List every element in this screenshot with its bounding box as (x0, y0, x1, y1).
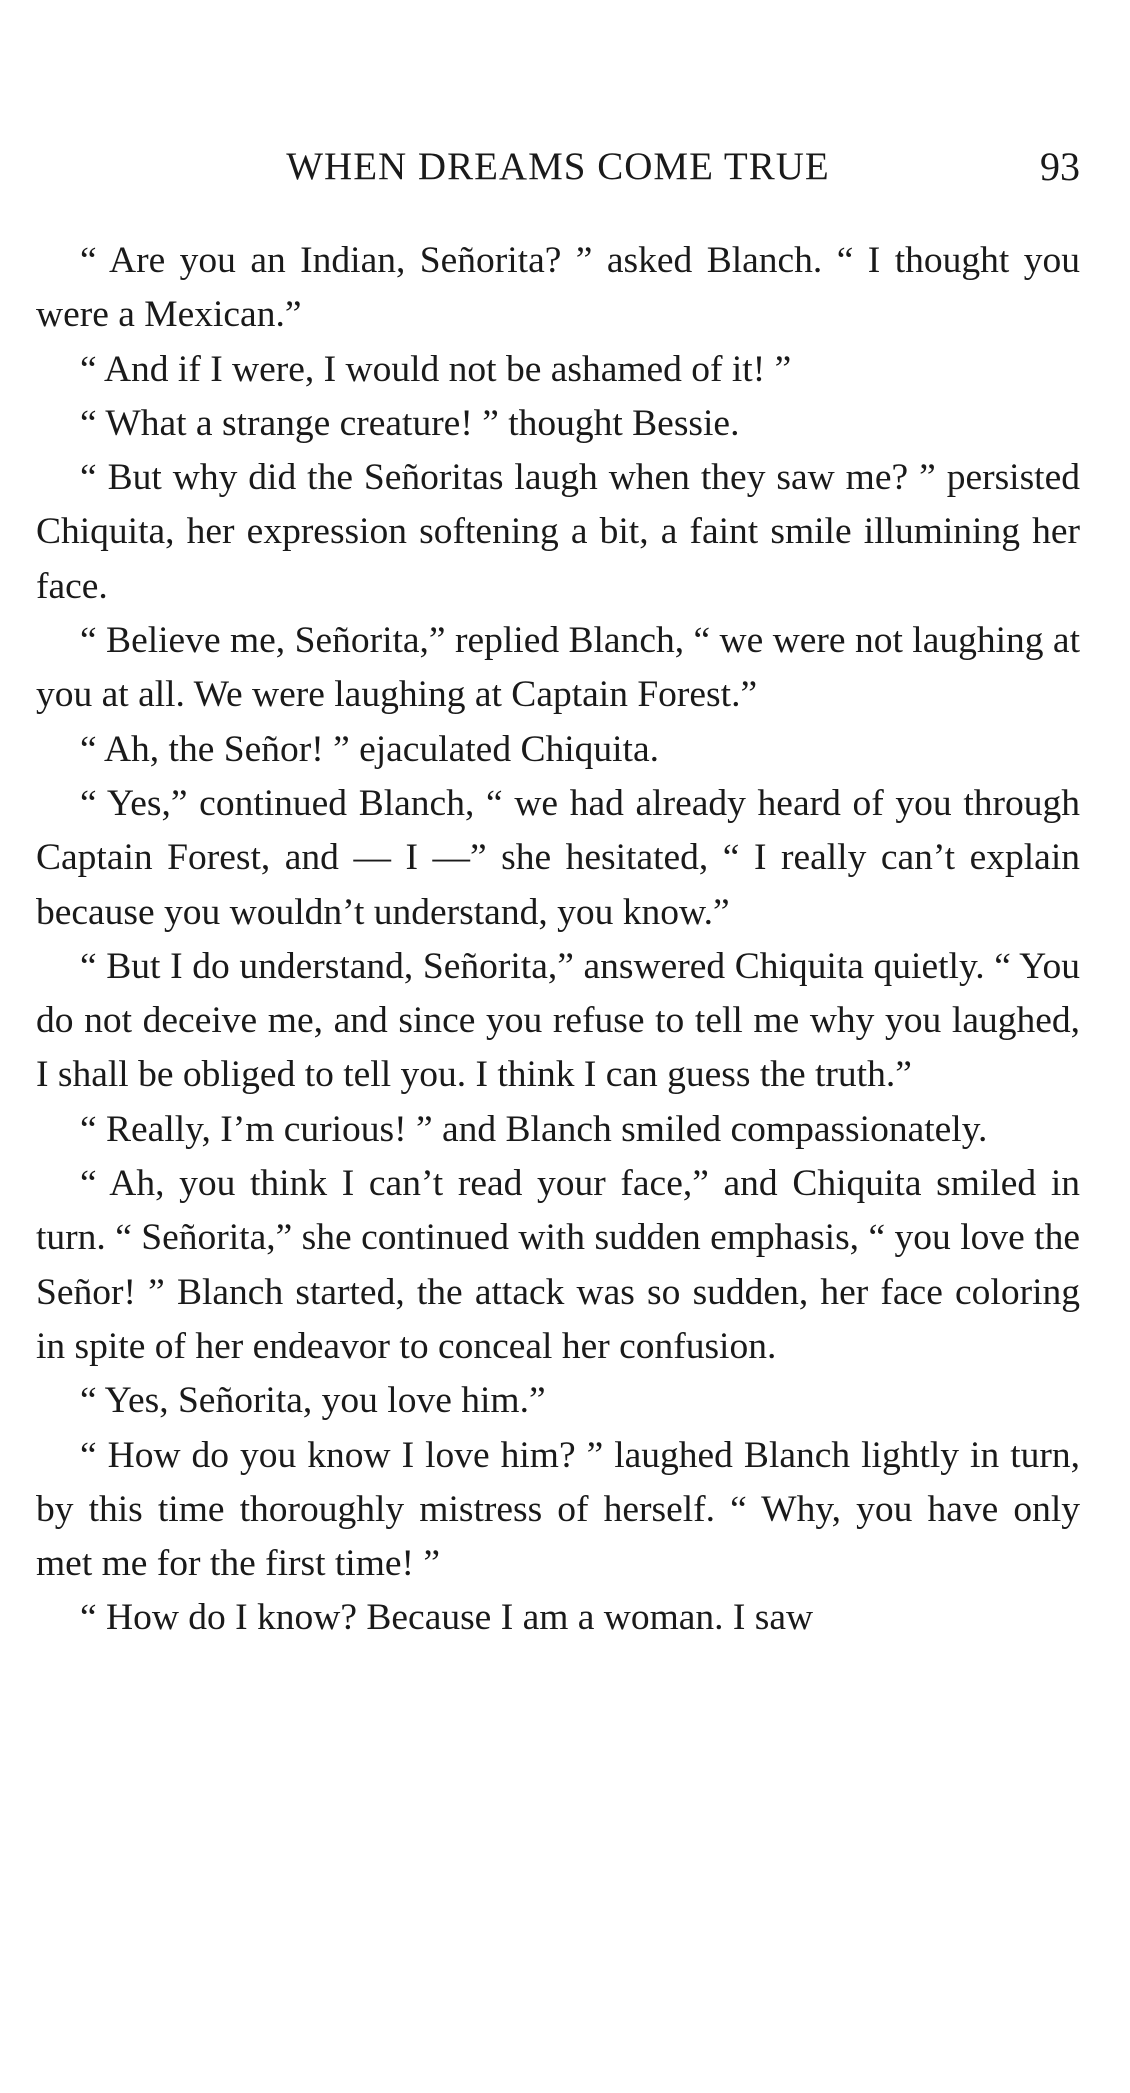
paragraph: “ What a strange creature! ” thought Bessie. (80, 402, 740, 444)
paragraph-last: “ How do I know? Because I am a woman. I saw (80, 1597, 814, 1639)
paragraph: “ Yes, Señorita, you love him.” (80, 1380, 546, 1422)
paragraph: “ Really, I’m curious! ” and Blanch smiled compassionately. (80, 1108, 988, 1150)
paragraph: “ Yes,” continued Blanch, “ we had already heard of you through Captain Forest, and — I —” she hesitated, “ I really can’t explain because you wouldn’t understand, you know.” (36, 782, 1080, 933)
paragraph: “ Believe me, Señorita,” replied Blanch, “ we were not laughing at you at all. We were laughing at Captain Forest.” (36, 620, 1080, 716)
paragraph: “ But I do understand, Señorita,” answered Chiquita quietly. “ You do not deceive me, and since you refuse to tell me why you laughed, I shall be obliged to tell you. I think I can guess the truth.” (36, 945, 1080, 1096)
paragraph: “ How do you know I love him? ” laughed Blanch lightly in turn, by this time thoroughly mistress of herself. “ Why, you have only met me for the first time! ” (36, 1434, 1080, 1585)
page-number: 93 (1040, 144, 1080, 189)
paragraph: “ Ah, the Señor! ” ejaculated Chiquita. (80, 728, 659, 770)
paragraph: “ Ah, you think I can’t read your face,” and Chiquita smiled in turn. “ Señorita,” she continued with sudden emphasis, “ you love the Señor! ” Blanch started, the attack was so sudden, her face coloring in spite of her endeavor to conceal her confusion. (36, 1163, 1080, 1367)
paragraph: “ But why did the Señoritas laugh when they saw me? ” persisted Chiquita, her expression softening a bit, a faint smile illumining her face. (36, 457, 1080, 607)
running-title: WHEN DREAMS COME TRUE (286, 145, 830, 188)
paragraph: “ Are you an Indian, Señorita? ” asked Blanch. “ I thought you were a Mexican.” (36, 240, 1080, 336)
body-text (36, 234, 1080, 1646)
paragraph: “ And if I were, I would not be ashamed of it! ” (80, 348, 792, 390)
running-head (36, 142, 1080, 192)
